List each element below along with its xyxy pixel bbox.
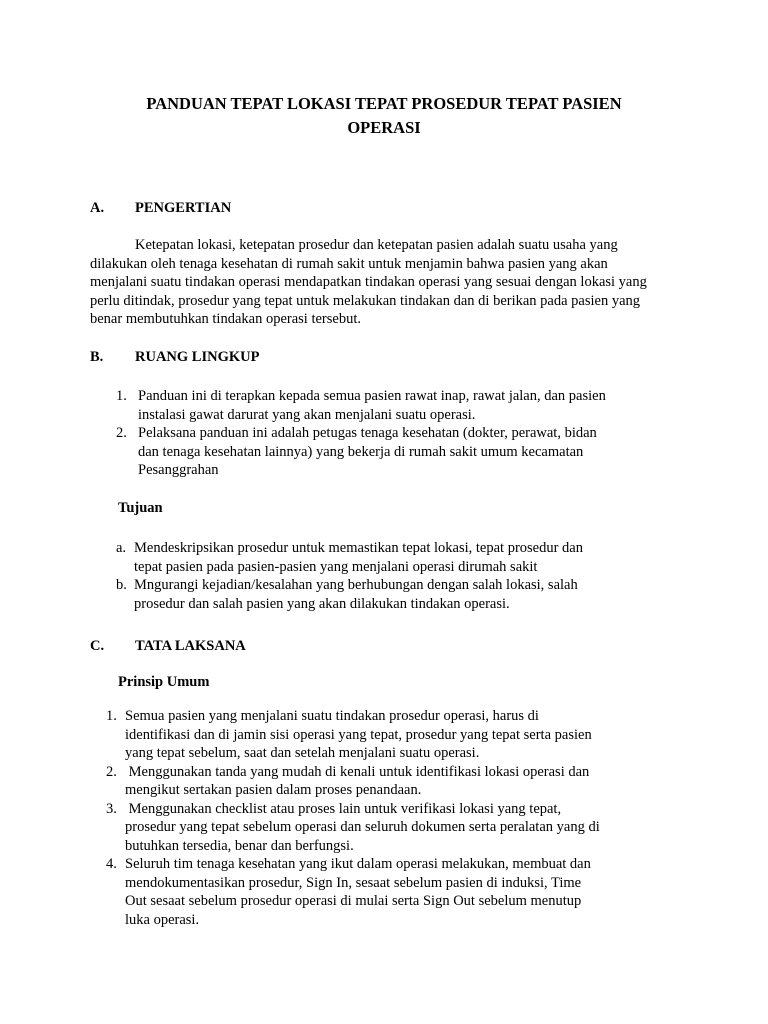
list-line: mengikut sertakan pasien dalam proses penandaan. xyxy=(125,782,422,798)
list-line: instalasi gawat darurat yang akan menjalani suatu operasi. xyxy=(138,406,476,423)
paragraph-line: Ketepatan lokasi, ketepatan prosedur dan ketepatan pasien adalah suatu usaha yang xyxy=(135,237,618,253)
list-line: yang tepat sebelum, saat dan setelah menjalani suatu operasi. xyxy=(125,745,480,761)
list-line: Pelaksana panduan ini adalah petugas tenaga kesehatan (dokter, perawat, bidan xyxy=(138,425,597,441)
section-a-paragraph xyxy=(90,236,678,329)
section-b-title: RUANG LINGKUP xyxy=(135,349,260,365)
list-number: 2. xyxy=(116,425,127,441)
list-item xyxy=(106,855,626,929)
list-line: Menggunakan tanda yang mudah di kenali untuk identifikasi lokasi operasi dan xyxy=(125,763,590,780)
prinsip-list xyxy=(106,707,626,929)
list-line: luka operasi. xyxy=(125,911,200,928)
title-line-1: PANDUAN TEPAT LOKASI TEPAT PROSEDUR TEPAT PASIEN xyxy=(146,94,622,113)
list-item xyxy=(106,763,626,800)
list-line: Menggunakan checklist atau proses lain untuk verifikasi lokasi yang tepat, xyxy=(125,800,562,817)
list-line: Panduan ini di terapkan kepada semua pasien rawat inap, rawat jalan, dan pasien xyxy=(138,388,606,404)
list-number: 3. xyxy=(106,800,117,817)
paragraph-line: perlu ditindak, prosedur yang tepat untuk melakukan tindakan dan di berikan pada pasien yang xyxy=(90,292,641,309)
section-b-letter: B. xyxy=(90,349,104,365)
document-title xyxy=(90,92,678,140)
list-line: dan tenaga kesehatan lainnya) yang bekerja di rumah sakit umum kecamatan xyxy=(138,443,584,460)
list-line: tepat pasien pada pasien-pasien yang menjalani operasi dirumah sakit xyxy=(134,558,538,575)
list-item xyxy=(106,800,626,856)
list-line: mendokumentasikan prosedur, Sign In, sesaat sebelum pasien di induksi, Time xyxy=(125,874,582,891)
section-c-letter: C. xyxy=(90,638,105,654)
list-item xyxy=(116,576,616,613)
list-letter: a. xyxy=(116,540,127,556)
list-line: Pesanggrahan xyxy=(138,462,219,478)
list-line: prosedur yang tepat sebelum operasi dan seluruh dokumen serta peralatan yang di xyxy=(125,819,600,835)
tujuan-heading: Tujuan xyxy=(118,500,163,516)
title-line-2: OPERASI xyxy=(347,118,421,137)
tujuan-list xyxy=(116,539,616,613)
section-a-letter: A. xyxy=(90,200,105,216)
list-line: Mendeskripsikan prosedur untuk memastikan tepat lokasi, tepat prosedur dan xyxy=(134,540,583,556)
list-item xyxy=(116,387,616,424)
section-a-title: PENGERTIAN xyxy=(135,200,232,216)
paragraph-line: benar membutuhkan tindakan operasi tersebut. xyxy=(90,311,361,327)
list-number: 1. xyxy=(106,708,117,724)
list-line: Seluruh tim tenaga kesehatan yang ikut dalam operasi melakukan, membuat dan xyxy=(125,856,591,872)
paragraph-line: menjalani suatu tindakan operasi mendapatkan tindakan operasi yang sesuai dengan lokasi yang xyxy=(90,274,647,290)
section-c-title: TATA LAKSANA xyxy=(135,638,246,654)
prinsip-umum-heading: Prinsip Umum xyxy=(118,674,210,690)
list-number: 1. xyxy=(116,388,127,404)
list-number: 2. xyxy=(106,763,117,780)
list-item xyxy=(106,707,626,763)
list-line: Semua pasien yang menjalani suatu tindakan prosedur operasi, harus di xyxy=(125,708,539,724)
list-line: butuhkan tersedia, benar dan berfungsi. xyxy=(125,837,354,854)
list-number: 4. xyxy=(106,856,117,872)
list-line: Out sesaat sebelum prosedur operasi di mulai serta Sign Out sebelum menutup xyxy=(125,893,582,909)
list-letter: b. xyxy=(116,577,127,593)
list-line: Mngurangi kejadian/kesalahan yang berhubungan dengan salah lokasi, salah xyxy=(134,577,578,593)
list-line: prosedur dan salah pasien yang akan dilakukan tindakan operasi. xyxy=(134,595,510,612)
scope-list xyxy=(116,387,616,480)
list-item xyxy=(116,424,616,480)
list-item xyxy=(116,539,616,576)
paragraph-line: dilakukan oleh tenaga kesehatan di rumah sakit untuk menjamin bahwa pasien yang akan xyxy=(90,255,608,272)
list-line: identifikasi dan di jamin sisi operasi yang tepat, prosedur yang tepat serta pasien xyxy=(125,726,592,743)
